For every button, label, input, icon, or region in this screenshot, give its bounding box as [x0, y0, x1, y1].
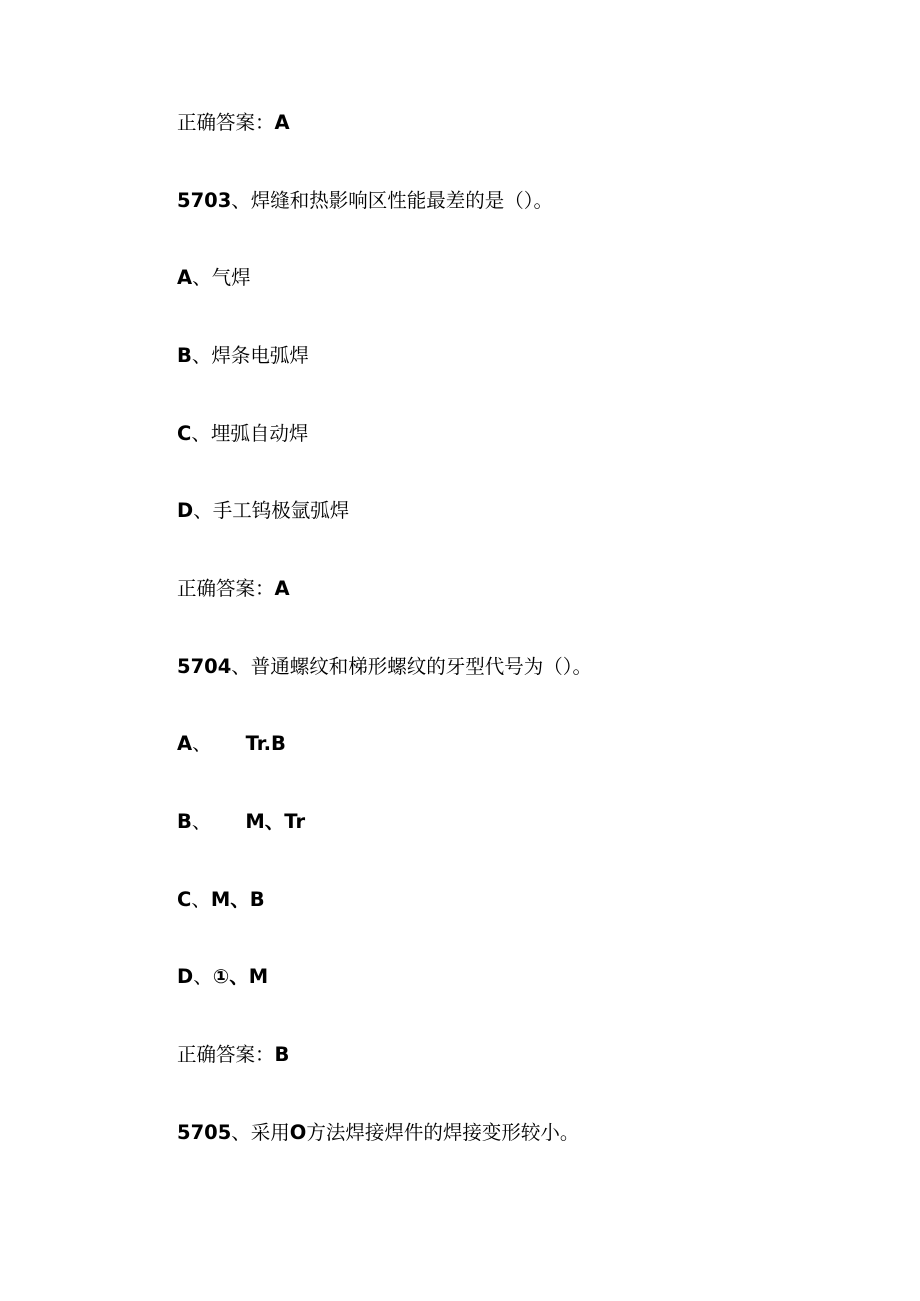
option-letter: C — [177, 422, 192, 445]
answer-line-5703 — [177, 574, 290, 604]
option-letter: B — [177, 344, 192, 367]
option-separator: 、 — [191, 422, 211, 445]
option-separator: 、 — [191, 888, 211, 911]
option-letter: A — [177, 732, 193, 755]
question-5704 — [177, 652, 592, 682]
question-stem-pre: 、采用 — [231, 1121, 290, 1144]
option-text: Tr.B — [245, 732, 286, 755]
option-letter: C — [177, 888, 192, 911]
option-text: 焊条电弧焊 — [211, 344, 309, 367]
option-separator: 、 — [192, 266, 212, 289]
option-5703-d — [177, 496, 349, 526]
question-stem-post: 方法焊接焊件的焊接变形较小。 — [306, 1121, 580, 1144]
question-number: 5704 — [177, 655, 232, 678]
option-letter: D — [177, 965, 194, 988]
option-text: M、Tr — [245, 810, 306, 833]
answer-line-5702 — [177, 108, 290, 138]
question-stem: 、普通螺纹和梯形螺纹的牙型代号为（）。 — [231, 655, 593, 678]
answer-label: 正确答案： — [177, 111, 275, 134]
option-text: ①、M — [212, 965, 269, 988]
option-5703-b — [177, 341, 309, 371]
option-5703-a — [177, 263, 251, 293]
option-letter: B — [177, 810, 192, 833]
answer-value: B — [274, 1043, 290, 1066]
question-number: 5703 — [177, 189, 232, 212]
option-5704-d — [177, 962, 268, 992]
question-5705 — [177, 1118, 579, 1148]
option-separator: 、 — [191, 344, 212, 367]
answer-line-5704 — [177, 1040, 289, 1070]
option-5704-b — [177, 807, 305, 837]
option-separator: 、 — [191, 810, 212, 833]
option-separator: 、 — [192, 732, 212, 755]
option-5704-c — [177, 885, 265, 915]
answer-label: 正确答案： — [177, 577, 275, 600]
option-text: M、B — [210, 888, 265, 911]
question-5703 — [177, 186, 553, 216]
option-separator: 、 — [193, 499, 213, 522]
answer-value: A — [274, 111, 290, 134]
option-separator: 、 — [193, 965, 213, 988]
option-text: 手工钨极氩弧焊 — [212, 499, 350, 522]
option-5704-a — [177, 729, 286, 759]
blank-mark: O — [289, 1121, 307, 1144]
option-text: 气焊 — [211, 266, 251, 289]
option-5703-c — [177, 419, 308, 449]
answer-value: A — [274, 577, 290, 600]
question-stem: 、焊缝和热影响区性能最差的是（）。 — [231, 189, 554, 212]
option-letter: A — [177, 266, 193, 289]
option-letter: D — [177, 499, 194, 522]
question-number: 5705 — [177, 1121, 232, 1144]
option-text: 埋弧自动焊 — [210, 422, 309, 445]
answer-label: 正确答案： — [177, 1043, 275, 1066]
